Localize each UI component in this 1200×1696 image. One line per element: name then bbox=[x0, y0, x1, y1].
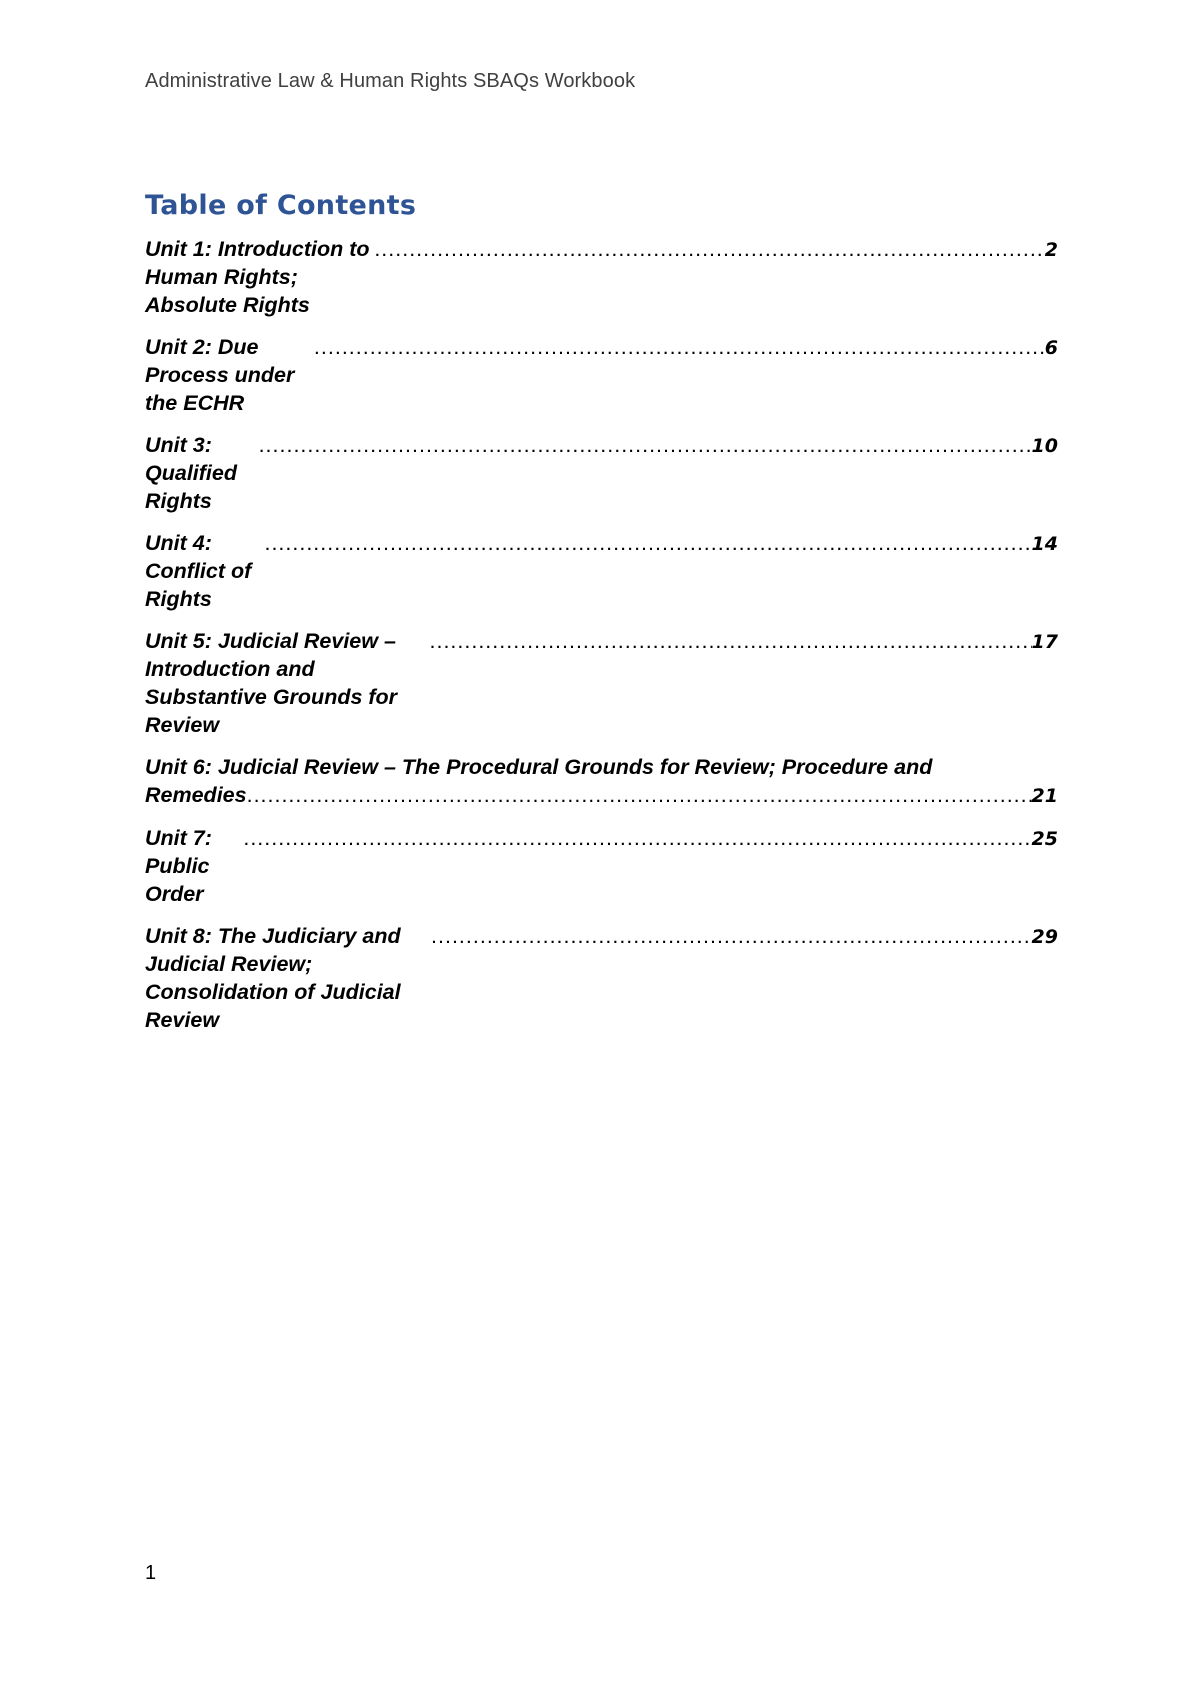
toc-entry-label: Unit 5: Judicial Review – Introduction and Substantive Grounds for Review bbox=[145, 629, 398, 737]
toc-entry-page: 17 bbox=[1031, 631, 1058, 653]
dot-leader bbox=[431, 922, 1032, 950]
page-header: Administrative Law & Human Rights SBAQs Workbook bbox=[145, 70, 636, 92]
toc-entry-label: Unit 7: Public Order bbox=[145, 826, 212, 906]
dot-leader bbox=[247, 781, 1032, 809]
toc-entry-label: Unit 3: Qualified Rights bbox=[145, 433, 237, 513]
dot-leader bbox=[314, 333, 1045, 361]
toc-entry-page: 25 bbox=[1031, 828, 1058, 850]
dot-leader bbox=[243, 824, 1031, 852]
toc-entry-page: 2 bbox=[1044, 239, 1058, 261]
toc-entry-unit-5[interactable] bbox=[145, 627, 1058, 739]
toc-entry-page: 10 bbox=[1031, 435, 1058, 457]
toc-entry-label-line1: Unit 6: Judicial Review – The Procedural Grounds for Review; Procedure and bbox=[145, 755, 933, 779]
toc-entry-unit-1[interactable] bbox=[145, 235, 1058, 319]
dot-leader bbox=[259, 431, 1032, 459]
table-of-contents bbox=[145, 190, 1058, 1048]
toc-list bbox=[145, 235, 1058, 1034]
toc-entry-page: 6 bbox=[1044, 337, 1058, 359]
toc-entry-label-line2: Remedies bbox=[145, 783, 247, 807]
toc-entry-unit-8[interactable] bbox=[145, 922, 1058, 1034]
toc-title: Table of Contents bbox=[145, 190, 417, 221]
toc-entry-unit-3[interactable] bbox=[145, 431, 1058, 515]
toc-entry-page: 21 bbox=[1031, 785, 1058, 807]
toc-entry-unit-6[interactable] bbox=[145, 753, 1058, 810]
toc-entry-label: Unit 2: Due Process under the ECHR bbox=[145, 335, 295, 415]
toc-entry-unit-7[interactable] bbox=[145, 824, 1058, 908]
toc-entry-line2 bbox=[145, 781, 1058, 810]
toc-entry-page: 14 bbox=[1031, 533, 1058, 555]
dot-leader bbox=[374, 235, 1044, 263]
toc-entry-unit-4[interactable] bbox=[145, 529, 1058, 613]
toc-entry-label: Unit 8: The Judiciary and Judicial Review; Consolidation of Judicial Review bbox=[145, 924, 401, 1032]
toc-entry-label: Unit 4: Conflict of Rights bbox=[145, 531, 252, 611]
page-number: 1 bbox=[145, 1562, 157, 1584]
dot-leader bbox=[430, 627, 1032, 655]
toc-entry-label: Unit 1: Introduction to Human Rights; Absolute Rights bbox=[145, 237, 370, 317]
toc-entry-page: 29 bbox=[1031, 926, 1058, 948]
toc-entry-unit-2[interactable] bbox=[145, 333, 1058, 417]
dot-leader bbox=[264, 529, 1031, 557]
